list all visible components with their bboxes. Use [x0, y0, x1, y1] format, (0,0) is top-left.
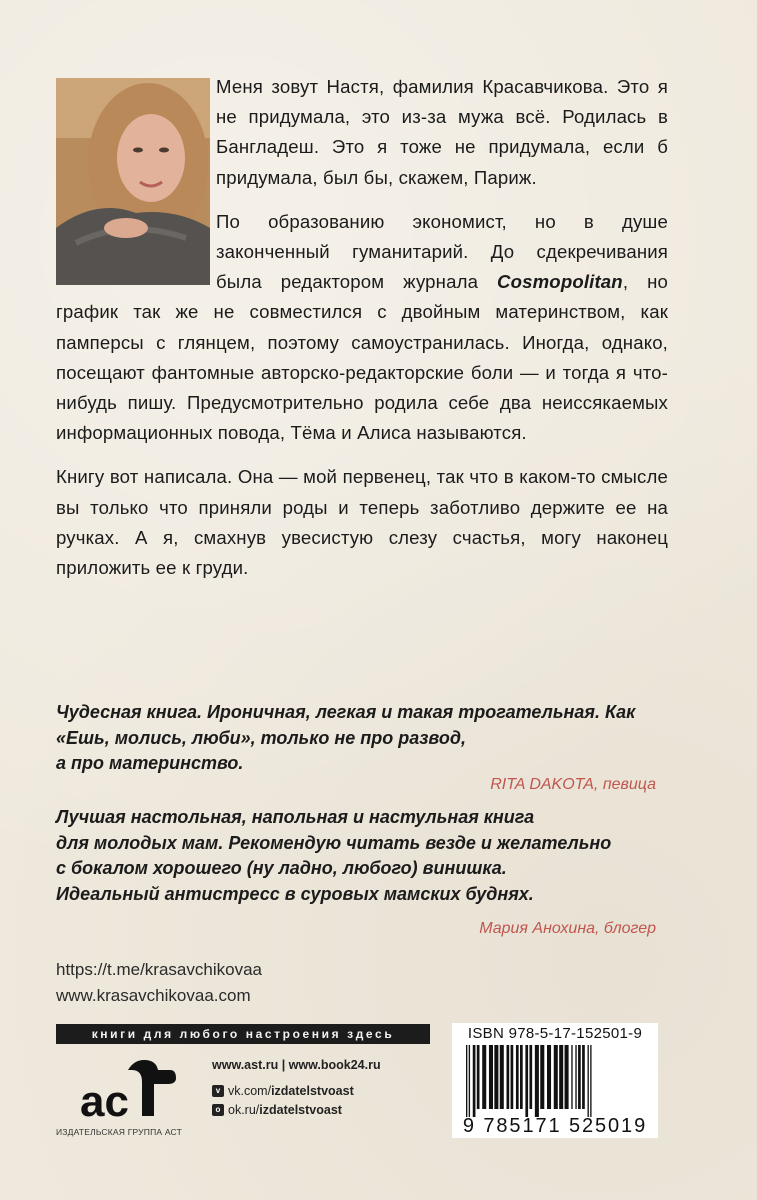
barcode-bar: [516, 1045, 519, 1109]
telegram-link[interactable]: https://t.me/krasavchikovaa: [56, 960, 262, 979]
ast-logo: [72, 1052, 182, 1126]
author-links: [56, 957, 262, 1009]
barcode-bar: [529, 1045, 532, 1109]
barcode-bar: [575, 1045, 576, 1109]
vk-icon: v: [212, 1085, 224, 1097]
barcode-bar: [559, 1045, 563, 1109]
barcode-bar: [507, 1045, 510, 1109]
review-2-line-3: с бокалом хорошего (ну ладно, любого) винишка.: [56, 858, 507, 878]
review-2-line-1: Лучшая настольная, напольная и настульная книга: [56, 807, 535, 827]
vk-prefix: vk.com/: [228, 1084, 272, 1098]
barcode-bar: [511, 1045, 514, 1109]
review-1-line-2: «Ешь, молись, люби», только не про развод,: [56, 727, 466, 748]
barcode-bar: [554, 1045, 558, 1109]
barcode-bar: [590, 1045, 591, 1117]
barcode-bar: [582, 1045, 585, 1109]
ok-link[interactable]: [212, 1103, 342, 1117]
barcode-bar: [535, 1045, 539, 1117]
barcode-bar: [473, 1045, 476, 1117]
barcode-bar: [520, 1045, 523, 1109]
vk-handle: izdatelstvoast: [271, 1084, 354, 1098]
barcode-bar: [477, 1045, 480, 1109]
review-1-author: RITA DAKOTA, певица: [490, 776, 656, 793]
review-2-author: Мария Анохина, блогер: [479, 920, 656, 937]
publisher-websites[interactable]: www.ast.ru | www.book24.ru: [212, 1058, 381, 1072]
publisher-name: ИЗДАТЕЛЬСКАЯ ГРУППА АСТ: [56, 1127, 182, 1137]
barcode-bar: [571, 1045, 572, 1109]
ok-prefix: ok.ru/: [228, 1103, 260, 1117]
review-1: [56, 700, 656, 777]
publisher-slogan: книги для любого настроения здесь: [56, 1024, 430, 1044]
bio-paragraph-2-start: По образованию экономист, но в душе законченный гуманитарий. До сдекречивания была редактором журнала: [216, 210, 668, 293]
author-bio: [56, 72, 668, 597]
ast-logo-text: ac: [80, 1077, 129, 1126]
barcode-digits: 9 785171 525019: [462, 1115, 648, 1137]
barcode-bars: [464, 1045, 646, 1117]
vk-link[interactable]: [212, 1084, 354, 1098]
bio-paragraph-2-end: , но график так же не совместился с двойным материнством, как памперсы с глянцем, поэтому самоустранилась. Иногда, однако, посещают фантомные авторско-редакторские боли — и тогда я что-нибудь пишу. Предусмотрительно родила себе два неиссякаемых информационных повода, Тёма и Алиса называются.: [56, 271, 668, 444]
bio-paragraph-1: Меня зовут Настя, фамилия Красавчикова. Это я не придумала, это из-за мужа всё. Родилась в Бангладеш. Это я тоже не придумала, если б придумала, был бы, скажем, Париж.: [216, 76, 668, 188]
website-link[interactable]: www.krasavchikovaa.com: [56, 986, 251, 1005]
magazine-name: Cosmopolitan: [497, 271, 623, 293]
barcode-bar: [540, 1045, 544, 1109]
barcode-bar: [494, 1045, 498, 1109]
review-1-line-3: а про материнство.: [56, 753, 244, 773]
isbn-label: ISBN 978-5-17-152501-9: [467, 1025, 643, 1042]
barcode-bar: [469, 1045, 470, 1117]
isbn-barcode: [452, 1023, 658, 1138]
barcode-bar: [578, 1045, 581, 1109]
barcode-bar: [547, 1045, 551, 1109]
photo-spacer: [56, 72, 216, 274]
ok-icon: o: [212, 1104, 224, 1116]
review-2: [56, 805, 656, 907]
barcode-bar: [489, 1045, 493, 1109]
barcode-bar: [500, 1045, 504, 1109]
bio-paragraph-3: Книгу вот написала. Она — мой первенец, так что в каком-то смысле вы только что приняли роды и теперь заботливо держите ее на ручках. А я, смахнув увесистую слезу счастья, могу наконец приложить ее к груди.: [56, 466, 668, 579]
review-1-line-1: Чудесная книга. Ироничная, легкая и такая трогательная. Как: [56, 702, 636, 722]
review-2-line-4: Идеальный антистресс в суровых мамских буднях.: [56, 883, 534, 904]
barcode-bar: [466, 1045, 467, 1117]
barcode-bar: [525, 1045, 528, 1117]
review-2-line-2: для молодых мам. Рекомендую читать везде и желательно: [56, 832, 612, 853]
barcode-bar: [588, 1045, 589, 1117]
ok-handle: izdatelstvoast: [259, 1103, 342, 1117]
barcode-bar: [482, 1045, 486, 1109]
barcode-bar: [565, 1045, 569, 1109]
